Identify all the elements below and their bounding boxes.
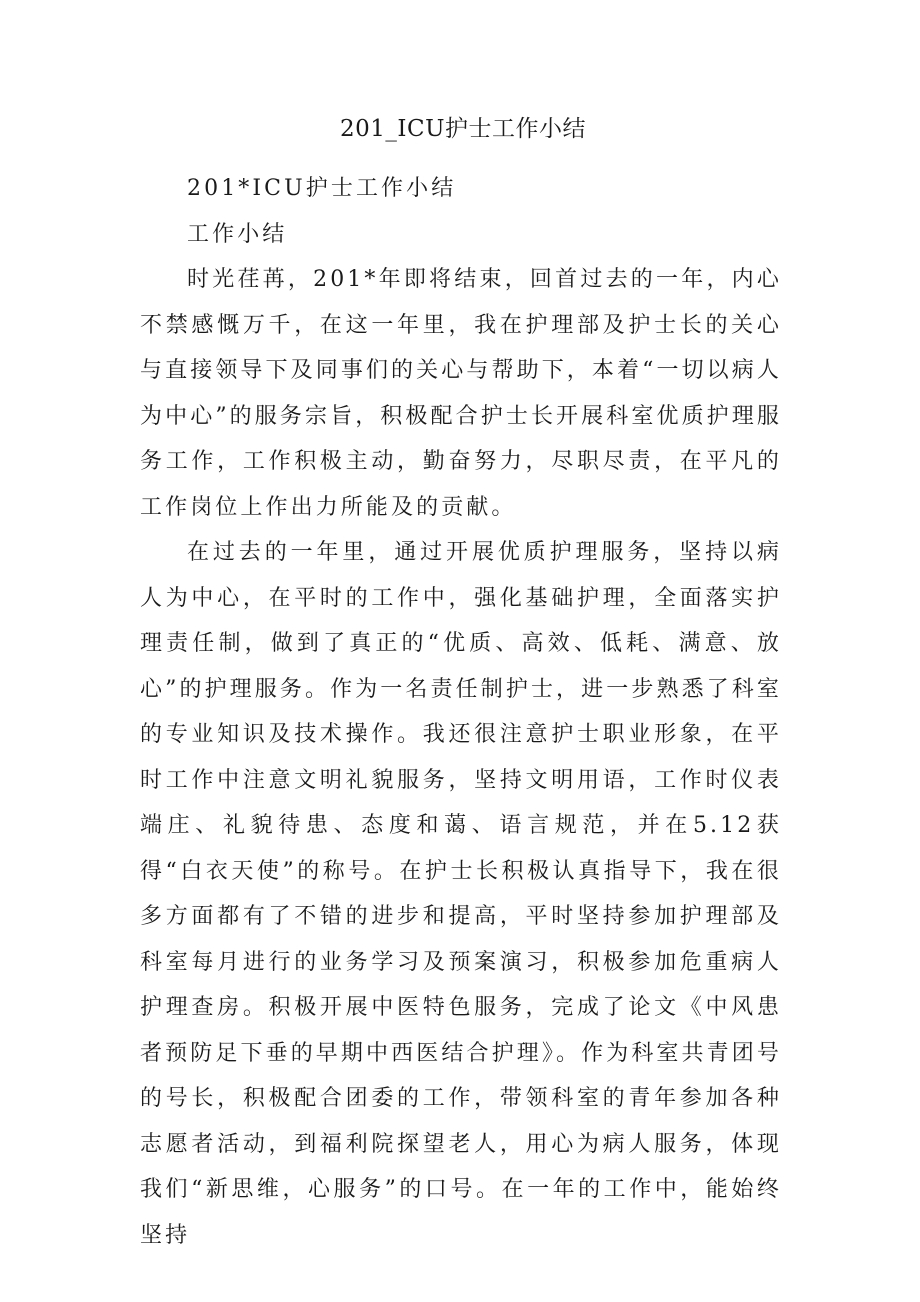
document-title: 201_ICU护士工作小结 (340, 116, 586, 142)
body-paragraph: 时光荏苒，201*年即将结束，回首过去的一年，内心不禁感慨万千，在这一年里，我在护理部及护士长的关心与直接领导下及同事们的关心与帮助下，本着“一切以病人为中心”的服务宗旨，积极配合护士长开展科室优质护理服务工作，工作积极主动，勤奋努力，尽职尽责，在平凡的工作岗位上作出力所能及的贡献。 (140, 267, 782, 520)
body-paragraph: 在过去的一年里，通过开展优质护理服务，坚持以病人为中心，在平时的工作中，强化基础护理，全面落实护理责任制，做到了真正的“优质、高效、低耗、满意、放心”的护理服务。作为一名责任制护士，进一步熟悉了科室的专业知识及技术操作。我还很注意护士职业形象，在平时工作中注意文明礼貌服务，坚持文明用语，工作时仪表端庄、礼貌待患、态度和蔼、语言规范，并在5.12获得“白衣天使”的称号。在护士长积极认真指导下，我在很多方面都有了不错的进步和提高，平时坚持参加护理部及科室每月进行的业务学习及预案演习，积极参加危重病人护理查房。积极开展中医特色服务，完成了论文《中风患者预防足下垂的早期中西医结合护理》。作为科室共青团号的号长，积极配合团委的工作，带领科室的青年参加各种志愿者活动，到福利院探望老人，用心为病人服务，体现我们“新思维，心服务”的口号。在一年的工作中，能始终坚持 (140, 540, 782, 1248)
document-body (140, 166, 782, 1258)
section-heading: 工作小结 (187, 221, 288, 247)
document-subtitle: 201*ICU护士工作小结 (187, 176, 457, 201)
